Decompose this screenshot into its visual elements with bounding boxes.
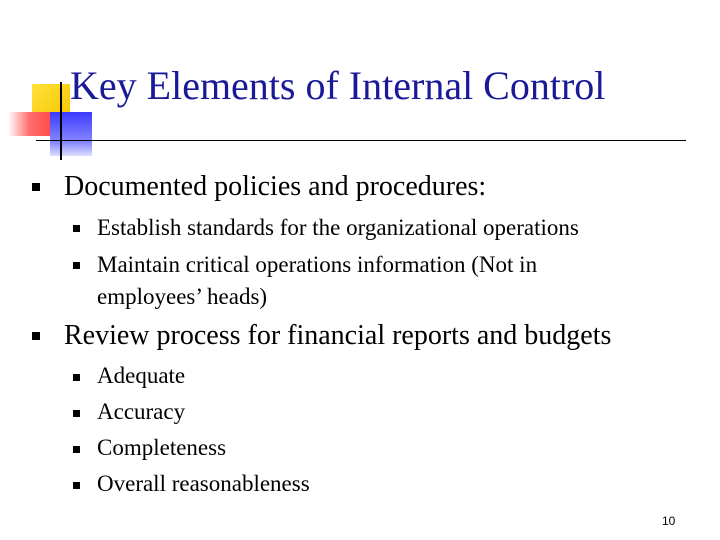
list-item: Accuracy (97, 399, 186, 424)
slide-title: Key Elements of Internal Control (70, 63, 606, 108)
list-item-continuation: employees’ heads) (97, 284, 268, 309)
list-item: Maintain critical operations information (Not in (97, 252, 538, 277)
square-bullet-icon (32, 183, 40, 191)
list-item: Adequate (97, 363, 186, 388)
square-bullet-icon (73, 482, 80, 489)
square-bullet-icon (73, 225, 80, 232)
section-heading: Documented policies and procedures: (64, 171, 487, 202)
logo-vertical-line (60, 82, 62, 160)
section-heading: Review process for financial reports and budgets (64, 320, 612, 351)
square-bullet-icon (32, 332, 40, 340)
square-bullet-icon (73, 374, 80, 381)
title-underline (36, 140, 686, 141)
list-item: Completeness (97, 435, 227, 460)
list-item: Overall reasonableness (97, 471, 310, 496)
square-bullet-icon (73, 262, 80, 269)
square-bullet-icon (73, 446, 80, 453)
logo-blue-block (50, 112, 92, 156)
list-item: Establish standards for the organizational operations (97, 215, 579, 240)
square-bullet-icon (73, 410, 80, 417)
page-number: 10 (662, 514, 676, 528)
